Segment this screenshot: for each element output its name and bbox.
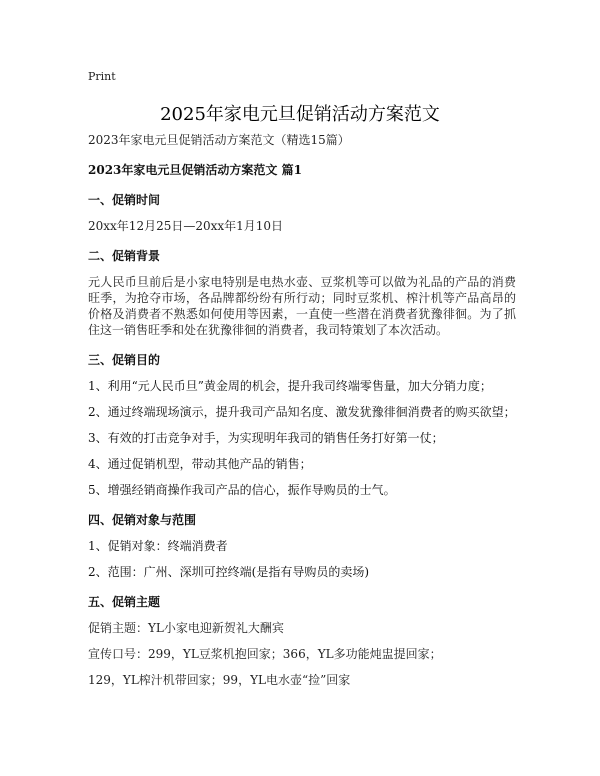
section-heading-time: 一、促销时间 bbox=[88, 193, 161, 207]
goals-list bbox=[88, 378, 516, 498]
section-heading-theme: 五、促销主题 bbox=[88, 595, 161, 609]
print-link[interactable]: Print bbox=[88, 70, 116, 83]
section-heading-background: 二、促销背景 bbox=[88, 249, 161, 263]
slogan-line-continued: 129，YL榨汁机带回家；99，YL电水壶“捡”回家 bbox=[88, 673, 351, 687]
section-heading-goals: 三、促销目的 bbox=[88, 353, 161, 367]
background-paragraph: 元人民币旦前后是小家电特别是电热水壶、豆浆机等可以做为礼品的产品的消费旺季，为抢夺市场，各品牌都纷纷有所行动；同时豆浆机、榨汁机等产品高昂的价格及消费者不熟悉如何使用等因素，一直使一些潜在消费者犹豫徘徊。为了抓住这一销售旺季和处在犹豫徘徊的消费者，我司特策划了本次活动。 bbox=[88, 275, 516, 337]
article-heading: 2023年家电元旦促销活动方案范文 篇1 bbox=[88, 163, 302, 177]
targets-list bbox=[88, 538, 516, 580]
list-item: 4、通过促销机型，带动其他产品的销售； bbox=[88, 457, 312, 471]
document-body bbox=[88, 128, 516, 688]
list-item: 2、通过终端现场演示，提升我司产品知名度、激发犹豫徘徊消费者的购买欲望； bbox=[88, 405, 516, 419]
list-item: 2、范围：广州、深圳可控终端(是指有导购员的卖场) bbox=[88, 565, 370, 579]
list-item: 1、促销对象：终端消费者 bbox=[88, 539, 228, 553]
document-subtitle: 2023年家电元旦促销活动方案范文（精选15篇） bbox=[88, 133, 350, 147]
list-item: 3、有效的打击竞争对手，为实现明年我司的销售任务打好第一仗； bbox=[88, 431, 444, 445]
theme-line: 促销主题：YL小家电迎新贺礼大酬宾 bbox=[88, 621, 284, 635]
time-text: 20xx年12月25日—20xx年1月10日 bbox=[88, 219, 284, 233]
slogan-line: 宣传口号：299，YL豆浆机抱回家；366，YL多功能炖盅提回家； bbox=[88, 647, 442, 661]
section-heading-targets: 四、促销对象与范围 bbox=[88, 513, 197, 527]
document-title: 2025年家电元旦促销活动方案范文 bbox=[160, 104, 440, 125]
list-item: 5、增强经销商操作我司产品的信心，振作导购员的士气。 bbox=[88, 483, 396, 497]
list-item: 1、利用“元人民币旦”黄金周的机会，提升我司终端零售量，加大分销力度； bbox=[88, 379, 492, 393]
